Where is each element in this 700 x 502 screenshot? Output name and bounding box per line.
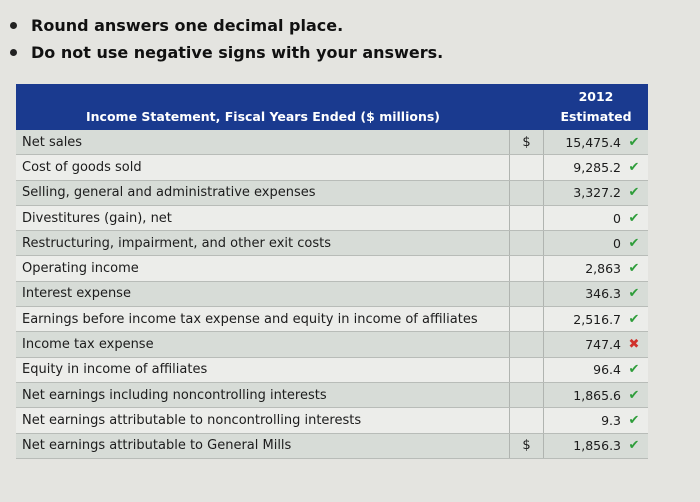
check-icon: ✔ (628, 210, 640, 226)
currency-symbol (510, 206, 544, 230)
check-icon: ✔ (628, 438, 640, 454)
answer-value: 1,856.3 (573, 438, 621, 454)
answer-field[interactable] (544, 408, 648, 432)
answer-value: 0 (613, 210, 621, 226)
table-row (16, 130, 648, 155)
answer-field[interactable] (544, 130, 648, 154)
row-label: Net earnings attributable to noncontrolling interests (16, 408, 510, 432)
answer-field[interactable] (544, 358, 648, 382)
table-row (16, 434, 648, 459)
bullet-icon (10, 22, 17, 29)
answer-field[interactable] (544, 155, 648, 179)
currency-symbol (510, 408, 544, 432)
answer-value: 96.4 (593, 362, 621, 378)
check-icon: ✔ (628, 387, 640, 403)
answer-value: 1,865.6 (573, 387, 621, 403)
check-icon: ✔ (628, 235, 640, 251)
row-label: Equity in income of affiliates (16, 358, 510, 382)
table-row (16, 332, 648, 357)
instruction-item (10, 39, 443, 66)
table-row (16, 181, 648, 206)
check-icon: ✔ (628, 362, 640, 378)
table-row (16, 231, 648, 256)
cross-icon: ✖ (628, 337, 640, 353)
row-label: Net earnings attributable to General Mills (16, 434, 510, 458)
table-body (16, 130, 648, 459)
answer-field[interactable] (544, 282, 648, 306)
table-row (16, 206, 648, 231)
currency-symbol (510, 256, 544, 280)
answer-field[interactable] (544, 434, 648, 458)
income-statement-table (16, 84, 648, 459)
check-icon: ✔ (628, 134, 640, 150)
answer-value: 747.4 (585, 337, 621, 353)
instruction-item (10, 12, 443, 39)
currency-symbol: $ (510, 434, 544, 458)
table-row (16, 358, 648, 383)
answer-value: 2,863 (585, 261, 621, 277)
currency-symbol (510, 383, 544, 407)
answer-field[interactable] (544, 383, 648, 407)
table-row (16, 256, 648, 281)
table-row (16, 408, 648, 433)
header-currency-cell (510, 84, 544, 130)
row-label: Earnings before income tax expense and equity in income of affiliates (16, 307, 510, 331)
header-label: Income Statement, Fiscal Years Ended ($ millions) (16, 84, 510, 130)
row-label: Selling, general and administrative expenses (16, 181, 510, 205)
bullet-icon (10, 49, 17, 56)
answer-field[interactable] (544, 307, 648, 331)
answer-value: 0 (613, 235, 621, 251)
currency-symbol (510, 282, 544, 306)
answer-field[interactable] (544, 231, 648, 255)
check-icon: ✔ (628, 412, 640, 428)
header-estimated: Estimated (560, 109, 632, 124)
currency-symbol (510, 332, 544, 356)
check-icon: ✔ (628, 185, 640, 201)
row-label: Income tax expense (16, 332, 510, 356)
row-label: Restructuring, impairment, and other exit costs (16, 231, 510, 255)
currency-symbol (510, 155, 544, 179)
row-label: Net earnings including noncontrolling interests (16, 383, 510, 407)
answer-field[interactable] (544, 206, 648, 230)
answer-value: 346.3 (585, 286, 621, 302)
answer-field[interactable] (544, 181, 648, 205)
answer-field[interactable] (544, 256, 648, 280)
check-icon: ✔ (628, 286, 640, 302)
currency-symbol (510, 181, 544, 205)
row-label: Operating income (16, 256, 510, 280)
currency-symbol (510, 307, 544, 331)
header-year-cell (544, 84, 648, 130)
check-icon: ✔ (628, 261, 640, 277)
check-icon: ✔ (628, 159, 640, 175)
answer-value: 9.3 (601, 412, 621, 428)
row-label: Cost of goods sold (16, 155, 510, 179)
table-row (16, 282, 648, 307)
currency-symbol: $ (510, 130, 544, 154)
table-row (16, 383, 648, 408)
answer-value: 2,516.7 (573, 311, 621, 327)
answer-value: 15,475.4 (565, 134, 621, 150)
row-label: Divestitures (gain), net (16, 206, 510, 230)
answer-value: 3,327.2 (573, 185, 621, 201)
answer-value: 9,285.2 (573, 159, 621, 175)
instructions-list (10, 12, 443, 66)
table-header (16, 84, 648, 130)
instruction-text: Do not use negative signs with your answers. (31, 43, 444, 62)
instruction-text: Round answers one decimal place. (31, 16, 344, 35)
answer-field[interactable] (544, 332, 648, 356)
row-label: Net sales (16, 130, 510, 154)
currency-symbol (510, 231, 544, 255)
row-label: Interest expense (16, 282, 510, 306)
currency-symbol (510, 358, 544, 382)
check-icon: ✔ (628, 311, 640, 327)
table-row (16, 307, 648, 332)
table-row (16, 155, 648, 180)
header-year: 2012 (578, 89, 614, 104)
